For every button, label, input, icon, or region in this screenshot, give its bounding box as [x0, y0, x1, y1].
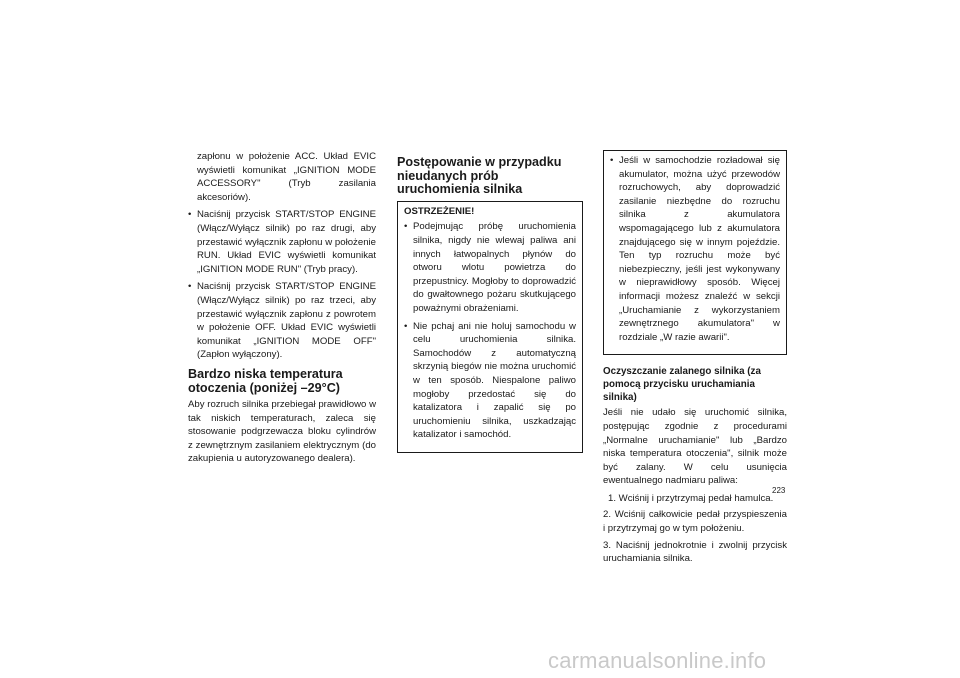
warning-title: OSTRZEŻENIE! [404, 205, 475, 217]
middle-column [397, 150, 583, 453]
steps-list [603, 492, 787, 566]
low-temperature-paragraph: Aby rozruch silnika przebiegał prawidłowo w tak niskich temperaturach, zaleca się stosowanie podgrzewacza bloku cylindrów z zewnętrznym zasilaniem elektrycznym (do zakupienia u autoryzowanego dealera). [188, 399, 376, 465]
right-column [603, 150, 787, 569]
list-item: • Nie pchaj ani nie holuj samochodu w celu uruchomienia silnika. Samochodów z automatyczną skrzynią biegów nie można uruchomić w ten sposób. Niespalone paliwo mogłoby przedostać się do katalizatora i zapalić się po uruchomieniu silnika, uszkadzając katalizator i samochód. [404, 320, 576, 442]
watermark: carmanualsonline.info [548, 648, 767, 673]
ignition-mode-list [188, 208, 376, 362]
list-item: • Jeśli w samochodzie rozładował się akumulator, można użyć przewodów rozruchowych, aby doprowadzić zasilanie niezbędne do rozruchu silnika z akumulatora wspomagającego lub z akumulatora znajdującego się w innym pojeździe. Ten typ rozruchu może być niebezpieczny, jeśli jest wykonywany w nieprawidłowy sposób. Więcej informacji możesz znaleźć w sekcji „Uruchamianie z wykorzystaniem zewnętrznego akumulatora" w rozdziale „W razie awarii". [610, 154, 780, 344]
page-number: 223 [772, 486, 786, 495]
warning-box [397, 201, 583, 453]
step-item: 1. Wciśnij i przytrzymaj pedał hamulca. [608, 492, 774, 504]
section-heading-failed-start: Postępowanie w przypadku nieudanych prób uruchomienia silnika [397, 155, 562, 197]
step-item: 3. Naciśnij jednokrotnie i zwolnij przycisk uruchamiania silnika. [603, 539, 787, 565]
step-item: 2. Wciśnij całkowicie pedał przyspieszenia i przytrzymaj go w tym położeniu. [603, 509, 787, 535]
left-column [188, 150, 376, 470]
list-item: • Naciśnij przycisk START/STOP ENGINE (Włącz/Wyłącz silnik) po raz trzeci, aby przestawić wyłącznik zapłonu z powrotem w położenie OFF. Układ EVIC wyświetli komunikat „IGNITION MODE OFF" (Zapłon wyłączony). [188, 280, 376, 362]
list-item: • Podejmując próbę uruchomienia silnika, nigdy nie wlewaj paliwa ani innych łatwopalnych płynów do otworu wlotu powietrza do przepustnicy. Mogłoby to doprowadzić do gwałtownego pożaru skutkującego poważnymi obrażeniami. [404, 220, 576, 315]
warning-list-continued [610, 154, 780, 344]
subheading-flooded-engine: Oczyszczanie zalanego silnika (za pomocą przycisku uruchamiania silnika) [603, 366, 761, 404]
list-item: • Naciśnij przycisk START/STOP ENGINE (Włącz/Wyłącz silnik) po raz drugi, aby przestawić wyłącznik zapłonu w położenie RUN. Układ EVIC wyświetli komunikat „IGNITION MODE RUN" (Tryb pracy). [188, 208, 376, 276]
section-heading-low-temperature: Bardzo niska temperatura otoczenia (poniżej –29°C) [188, 366, 343, 395]
warning-box-continued [603, 150, 787, 355]
intro-paragraph: zapłonu w położenie ACC. Układ EVIC wyświetli komunikat „IGNITION MODE ACCESSORY" (Tryb zasilania akcesoriów). [197, 151, 376, 203]
flooded-engine-paragraph: Jeśli nie udało się uruchomić silnika, postępując zgodnie z procedurami „Normalne uruchamianie" lub „Bardzo niska temperatura otoczenia", silnik może być zalany. W celu usunięcia ewentualnego nadmiaru paliwa: [603, 407, 787, 487]
warning-list [404, 220, 576, 442]
